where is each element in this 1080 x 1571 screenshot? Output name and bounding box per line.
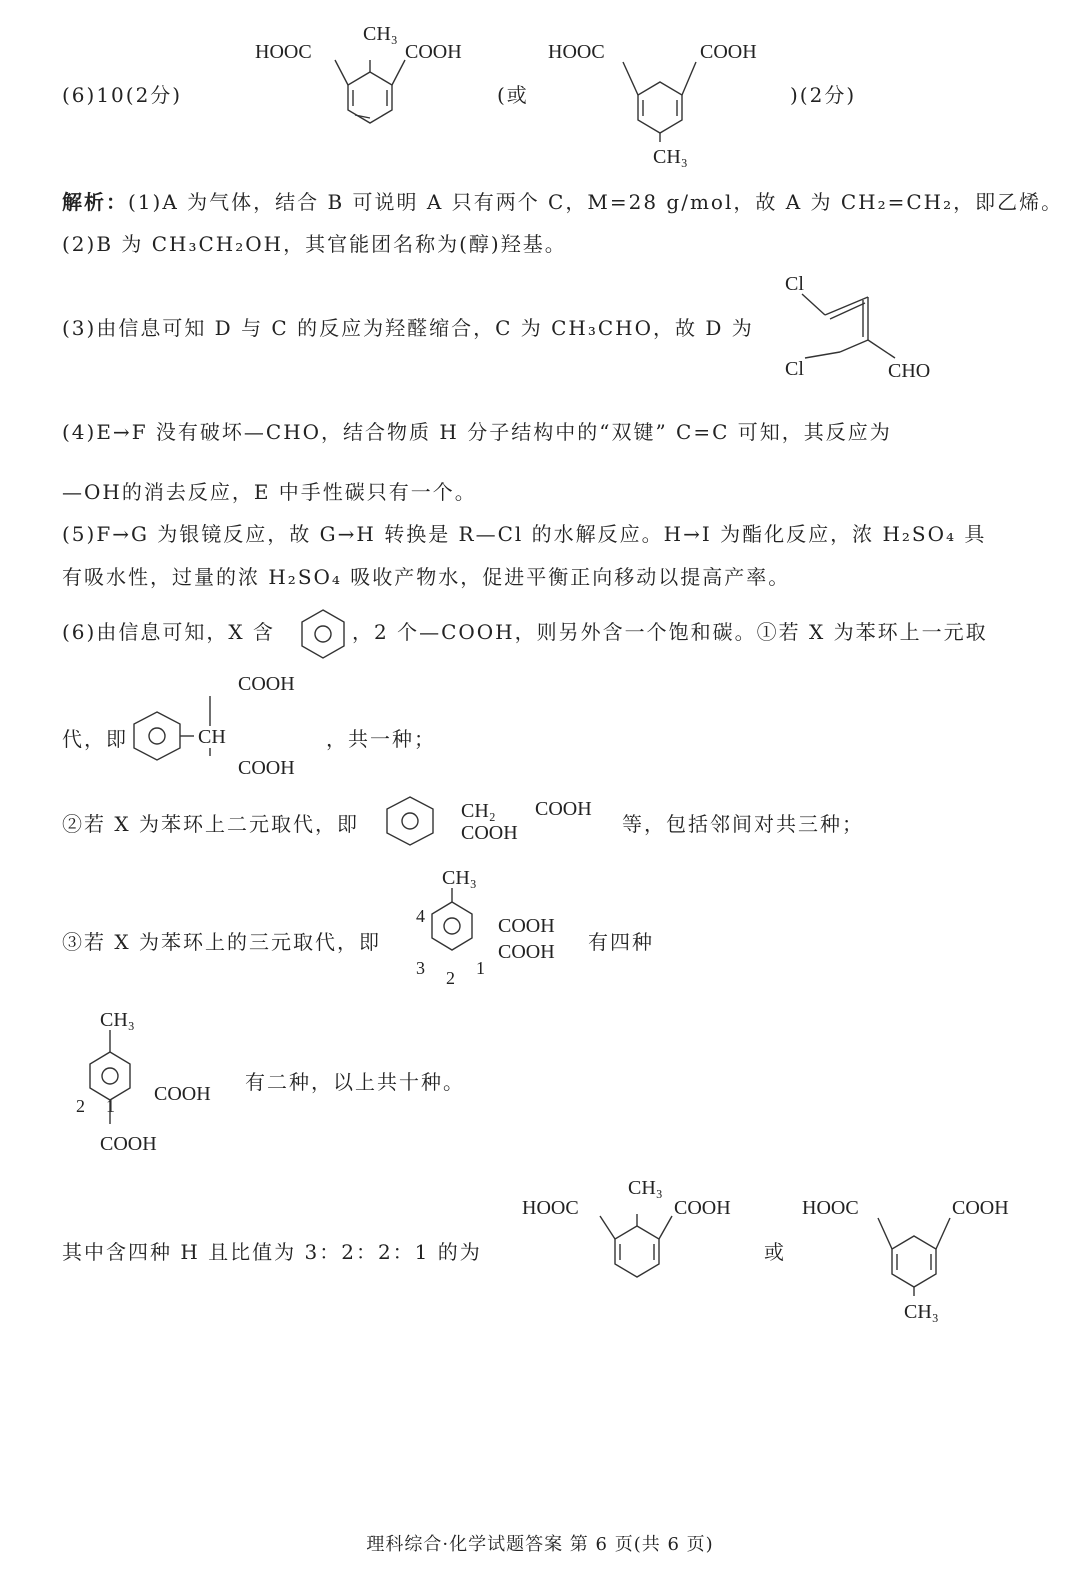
structure-para-substituted <box>72 1000 242 1160</box>
svg-text:1: 1 <box>106 1096 115 1116</box>
analysis-line-9b: ，共一种； <box>326 727 436 751</box>
svg-text:CH₃: CH₃ <box>100 1009 135 1031</box>
svg-text:CH: CH <box>198 726 226 748</box>
score-label: )(2分) <box>790 83 857 107</box>
svg-text:HOOC: HOOC <box>522 1197 579 1219</box>
benzene-ring-icon <box>298 608 348 658</box>
structure-answer-2 <box>802 1170 1042 1330</box>
svg-text:COOH: COOH <box>498 915 555 937</box>
svg-text:HOOC: HOOC <box>548 41 605 63</box>
or-label: (或 <box>497 83 529 107</box>
analysis-line-3: (3)由信息可知 D 与 C 的反应为羟醛缩合，C 为 CH₃CHO，故 D 为 <box>62 316 754 340</box>
svg-text:2: 2 <box>446 968 455 988</box>
page-footer: 理科综合·化学试题答案 第 6 页(共 6 页) <box>366 1534 714 1555</box>
svg-text:COOH: COOH <box>154 1083 211 1105</box>
analysis-line-10a: ②若 X 为苯环上二元取代，即 <box>62 812 359 836</box>
svg-text:3: 3 <box>416 958 425 978</box>
analysis-line-4: (4)E→F 没有破坏—CHO，结合物质 H 分子结构中的“双键” C=C 可知，其反应为 <box>62 420 892 444</box>
svg-text:COOH: COOH <box>238 757 295 779</box>
analysis-line-8b: ，2 个—COOH，则另外含一个饱和碳。①若 X 为苯环上一元取 <box>352 620 988 644</box>
text: (1)A 为气体，结合 B 可说明 A 只有两个 C，M=28 g/mol，故 A 为 CH₂=CH₂，即乙烯。 <box>128 190 1064 214</box>
structure-answer-1 <box>522 1170 762 1280</box>
svg-text:1: 1 <box>476 958 485 978</box>
svg-text:COOH: COOH <box>238 673 295 695</box>
svg-text:COOH: COOH <box>535 798 592 820</box>
svg-text:HOOC: HOOC <box>255 41 312 63</box>
svg-text:COOH: COOH <box>100 1133 157 1155</box>
analysis-line-12: 有二种，以上共十种。 <box>245 1070 465 1094</box>
svg-text:CH₃: CH₃ <box>628 1177 663 1199</box>
analysis-line-11b: 有四种 <box>588 930 654 954</box>
svg-text:CH₃: CH₃ <box>363 23 398 45</box>
svg-text:2: 2 <box>76 1096 85 1116</box>
analysis-line-1 <box>62 190 1063 214</box>
svg-text:COOH: COOH <box>952 1197 1009 1219</box>
analysis-heading: 解析： <box>62 190 128 214</box>
analysis-line-2: (2)B 为 CH₃CH₂OH，其官能团名称为(醇)羟基。 <box>62 232 567 256</box>
svg-text:HOOC: HOOC <box>802 1197 859 1219</box>
analysis-line-9a: 代，即 <box>62 727 128 751</box>
analysis-line-11a: ③若 X 为苯环上的三元取代，即 <box>62 930 381 954</box>
structure-d <box>780 270 960 390</box>
svg-text:COOH: COOH <box>498 941 555 963</box>
analysis-line-10b: 等，包括邻间对共三种； <box>622 812 864 836</box>
structure-5-methylisophthalic <box>548 20 788 170</box>
svg-text:COOH: COOH <box>405 41 462 63</box>
structure-trisubstituted <box>410 862 585 987</box>
q6-answer-label: (6)10(2分) <box>62 83 183 107</box>
svg-text:CHO: CHO <box>888 360 931 382</box>
svg-text:Cl: Cl <box>785 358 804 380</box>
structure-2-methylisophthalic <box>255 20 495 130</box>
analysis-line-8a: (6)由信息可知，X 含 <box>62 620 275 644</box>
svg-text:COOH: COOH <box>674 1197 731 1219</box>
svg-text:CH₃: CH₃ <box>442 867 477 889</box>
svg-text:CH₃: CH₃ <box>904 1301 939 1323</box>
svg-text:4: 4 <box>416 906 425 926</box>
analysis-line-13b: 或 <box>764 1240 786 1264</box>
svg-text:CH₂: CH₂ <box>461 800 496 822</box>
analysis-line-6: (5)F→G 为银镜反应，故 G→H 转换是 R—Cl 的水解反应。H→I 为酯化反应，浓 H₂SO₄ 具 <box>62 522 987 546</box>
structure-disubstituted <box>385 795 615 850</box>
analysis-line-7: 有吸水性，过量的浓 H₂SO₄ 吸收产物水，促进平衡正向移动以提高产率。 <box>62 565 791 589</box>
svg-text:CH₃: CH₃ <box>653 146 688 168</box>
analysis-line-5: —OH的消去反应，E 中手性碳只有一个。 <box>62 480 477 504</box>
svg-text:Cl: Cl <box>785 273 804 295</box>
svg-text:COOH: COOH <box>461 822 518 844</box>
analysis-line-13a: 其中含四种 H 且比值为 3：2：2：1 的为 <box>62 1240 482 1264</box>
structure-phenylmalonic <box>130 668 330 778</box>
svg-text:COOH: COOH <box>700 41 757 63</box>
